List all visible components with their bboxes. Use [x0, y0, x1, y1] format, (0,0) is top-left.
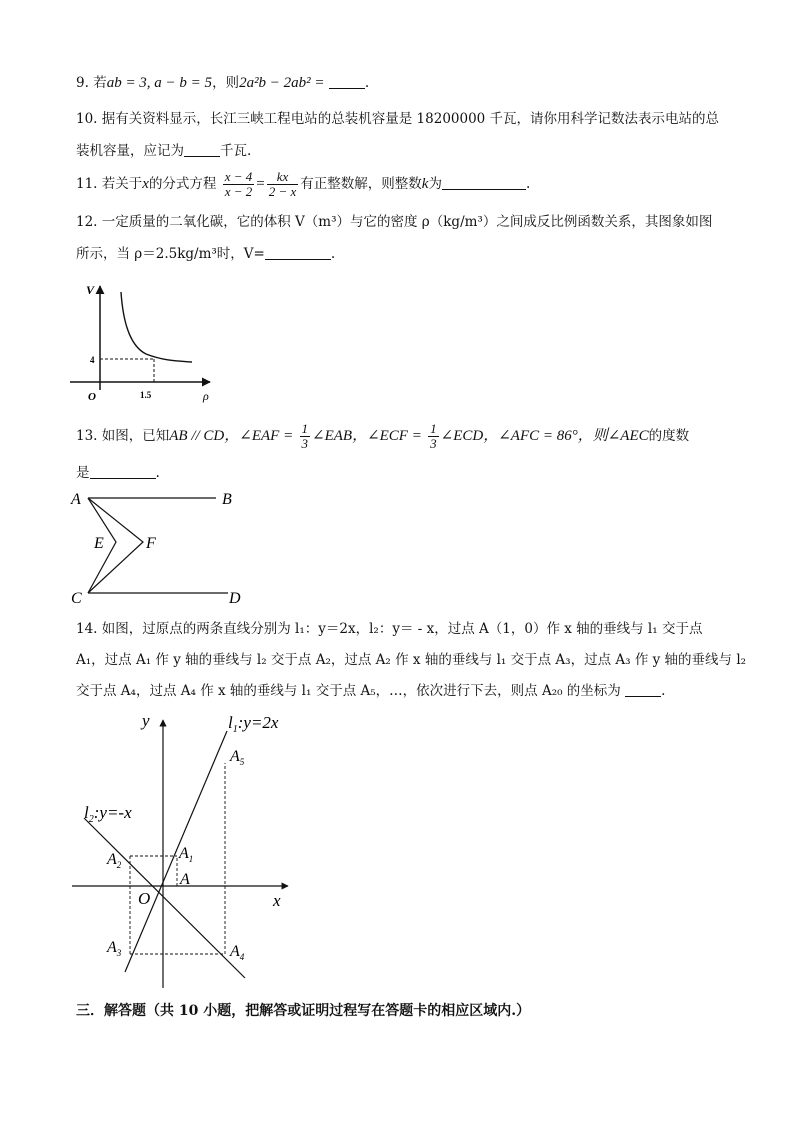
- graph-x-label: ρ: [203, 389, 209, 403]
- q12-graph: [68, 282, 218, 407]
- graph-origin: O: [88, 391, 96, 403]
- label-e: E: [94, 535, 104, 552]
- label-a1: $A_1$: [179, 845, 194, 864]
- label-b: B: [222, 491, 232, 508]
- label-origin: O: [138, 889, 151, 908]
- label-a3: $A_3$: [107, 939, 122, 958]
- question-10-line-2: 装机容量，应记为 千瓦.: [76, 143, 252, 159]
- label-d: D: [229, 590, 241, 607]
- question-12-line-2: 所示，当 ρ＝2.5kg/m³时，V= .: [76, 246, 336, 262]
- label-y: y: [142, 711, 150, 730]
- answer-blank-13: [90, 464, 156, 479]
- label-a4: $A_4$: [230, 943, 245, 962]
- label-a: A: [71, 491, 81, 508]
- fraction-right: $\frac{kx}{2 - x}$: [268, 169, 297, 199]
- label-l2: $l_2:y=-x$: [84, 803, 132, 825]
- graph-y-label: V: [86, 283, 95, 297]
- q14-figure: [70, 708, 310, 993]
- answer-blank-11: [442, 175, 526, 190]
- answer-blank-14: [625, 682, 661, 697]
- label-l1: $l_1:y=2x$: [228, 713, 279, 735]
- q13-figure: [66, 486, 256, 608]
- line-l1: [125, 731, 227, 972]
- question-9: 9. 若ab = 3, a − b = 5，则2a²b − 2ab² = .: [76, 75, 370, 91]
- label-a: A: [180, 871, 190, 888]
- fraction-left: $\frac{x - 4}{x - 2}$: [224, 169, 253, 199]
- question-14-line-1: 14. 如图，过原点的两条直线分别为 l₁：y＝2x，l₂：y＝ - x，过点 A（1，0）作 x 轴的垂线与 l₁ 交于点: [76, 621, 703, 637]
- answer-blank-12: [265, 245, 331, 260]
- question-14-line-2: A₁，过点 A₁ 作 y 轴的垂线与 l₂ 交于点 A₂，过点 A₂ 作 x 轴的垂线与 l₁ 交于点 A₃，过点 A₃ 作 y 轴的垂线与 l₂: [76, 652, 747, 668]
- inverse-curve: [121, 292, 192, 362]
- question-13-line-1: 13. 如图，已知AB // CD，∠EAF = $\frac{1}{3}$ ∠EAB，∠ECF = $\frac{1}{3}$ ∠ECD，∠AFC = 86°，则∠AEC的度数: [76, 421, 690, 451]
- q9-expression: 2a²b − 2ab² =: [239, 75, 325, 91]
- q9-condition: ab = 3, a − b = 5: [106, 75, 213, 91]
- question-11: 11. 若关于x的分式方程 $\frac{x - 4}{x - 2}$ = $\frac{kx}{2 - x}$ 有正整数解，则整数k为 .: [76, 169, 531, 199]
- question-10-line-1: 10. 据有关资料显示，长江三峡工程电站的总装机容量是 18200000 千瓦，请你用科学记数法表示电站的总: [76, 111, 720, 127]
- label-f: F: [146, 535, 156, 552]
- section-3-heading: 三．解答题（共 10 小题，把解答或证明过程写在答题卡的相应区域内.）: [76, 1003, 531, 1019]
- graph-y-tick: 4: [90, 355, 95, 365]
- label-c: C: [71, 590, 82, 607]
- answer-blank-10: [184, 142, 220, 157]
- label-a5: $A_5$: [230, 748, 245, 767]
- graph-x-tick: 1.5: [140, 390, 152, 400]
- question-12-line-1: 12. 一定质量的二氧化碳，它的体积 V（m³）与它的密度 ρ（kg/m³）之间成反比例函数关系，其图象如图: [76, 214, 713, 230]
- answer-blank-9: [329, 74, 365, 89]
- label-x: x: [273, 891, 281, 910]
- question-14-line-3: 交于点 A₄，过点 A₄ 作 x 轴的垂线与 l₁ 交于点 A₅，…，依次进行下去，则点 A₂₀ 的坐标为 .: [76, 683, 666, 699]
- question-13-line-2: 是 .: [76, 465, 160, 481]
- label-a2: $A_2$: [107, 851, 122, 870]
